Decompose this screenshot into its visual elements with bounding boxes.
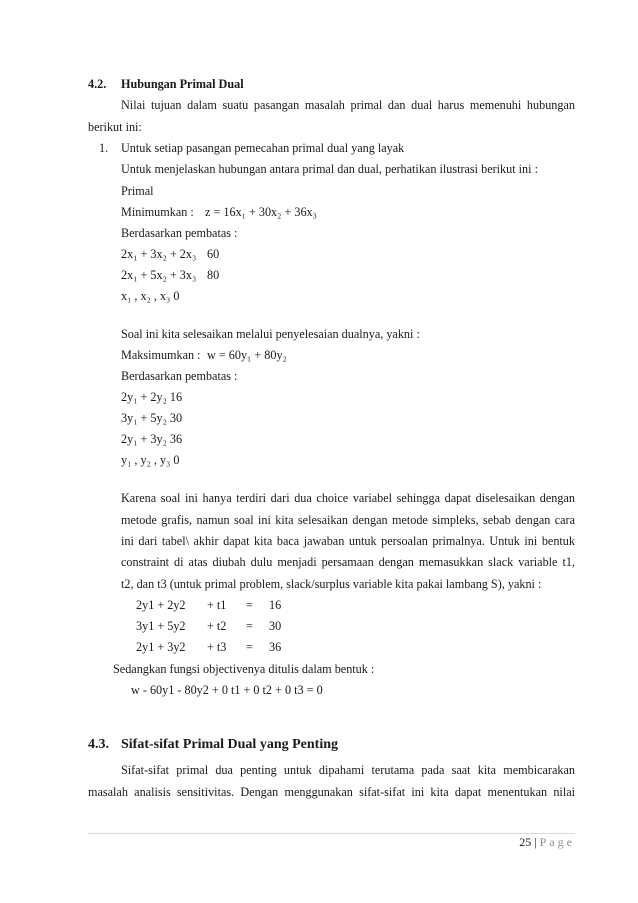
- paragraph-line: Karena soal ini hanya terdiri dari dua choice variabel sehingga dapat diselesaikan dengan: [121, 491, 575, 505]
- paragraph-line: t2, dan t3 (untuk primal problem, slack/surplus variable kita pakai lambang S), yakni :: [121, 577, 542, 591]
- equation-rhs: 16: [269, 598, 282, 612]
- primal-constraint-lhs: 2x₁ + 5x₂ + 3x₃: [121, 268, 197, 282]
- objective-intro: Sedangkan fungsi objectivenya ditulis dalam bentuk :: [113, 662, 375, 676]
- equation-slack: + t3: [207, 640, 227, 654]
- paragraph-line: metode grafis, namun soal ini kita selesaikan dengan metode simpleks, sebab dengan cara: [121, 513, 575, 527]
- equation-lhs: 3y1 + 5y2: [136, 619, 186, 633]
- dual-constraint: 3y₁ + 5y₂ 30: [121, 411, 183, 425]
- dual-nonnegativity: y₁ , y₂ , y₃ 0: [121, 453, 180, 467]
- paragraph-line: constraint di atas diubah dulu menjadi persamaan dengan memasukkan slack variable t1,: [121, 555, 575, 569]
- primal-nonnegativity: x₁ , x₂ , x₃ 0: [121, 289, 180, 303]
- primal-constraint-rhs: 60: [207, 247, 220, 261]
- section-number: 4.2.: [88, 77, 107, 91]
- primal-label: Primal: [121, 184, 154, 198]
- section-43-line: masalah analisis sensitivitas. Dengan menggunakan sifat-sifat ini kita dapat menentukan nilai: [88, 785, 575, 799]
- objective-equation: w - 60y1 - 80y2 + 0 t1 + 0 t2 + 0 t3 = 0: [131, 683, 323, 697]
- equation-equals: =: [246, 640, 253, 654]
- minimize-label: Minimumkan :: [121, 205, 194, 219]
- illustration-text: Untuk menjelaskan hubungan antara primal dan dual, perhatikan ilustrasi berikut ini :: [121, 162, 538, 176]
- footer-separator: |: [534, 835, 537, 849]
- paragraph-line: ini dari tabel\ akhir dapat kita baca jawaban untuk persoalan primalnya. Untuk ini bentuk: [121, 534, 575, 548]
- equation-slack: + t1: [207, 598, 227, 612]
- equation-rhs: 30: [269, 619, 282, 633]
- page-number: 25: [519, 835, 532, 849]
- equation-equals: =: [246, 619, 253, 633]
- primal-constraint-rhs: 80: [207, 268, 220, 282]
- dual-intro: Soal ini kita selesaikan melalui penyelesaian dualnya, yakni :: [121, 327, 420, 341]
- section-title: Sifat-sifat Primal Dual yang Penting: [121, 737, 338, 752]
- equation-lhs: 2y1 + 2y2: [136, 598, 186, 612]
- section-43-line: Sifat-sifat primal dua penting untuk dipahami terutama pada saat kita membicarakan: [121, 763, 575, 777]
- minimize-expression: z = 16x₁ + 30x₂ + 36x₃: [205, 205, 317, 219]
- equation-rhs: 36: [269, 640, 282, 654]
- intro-line: berikut ini:: [88, 120, 142, 134]
- dual-constraint: 2y₁ + 3y₂ 36: [121, 432, 183, 446]
- list-item-title: Untuk setiap pasangan pemecahan primal dual yang layak: [121, 141, 405, 155]
- section-title: Hubungan Primal Dual: [121, 77, 244, 91]
- dual-constraint: 2y₁ + 2y₂ 16: [121, 390, 183, 404]
- intro-line: Nilai tujuan dalam suatu pasangan masalah primal dan dual harus memenuhi hubungan: [121, 98, 575, 112]
- section-number: 4.3.: [88, 737, 109, 752]
- page-word: Page: [539, 835, 575, 849]
- equation-equals: =: [246, 598, 253, 612]
- page-footer: [500, 834, 575, 850]
- primal-constraint-lhs: 2x₁ + 3x₂ + 2x₃: [121, 247, 197, 261]
- list-number: 1.: [99, 141, 109, 155]
- constraints-label: Berdasarkan pembatas :: [121, 226, 238, 240]
- constraints-label: Berdasarkan pembatas :: [121, 369, 238, 383]
- maximize-expression: w = 60y₁ + 80y₂: [207, 348, 287, 362]
- equation-lhs: 2y1 + 3y2: [136, 640, 186, 654]
- equation-slack: + t2: [207, 619, 227, 633]
- maximize-label: Maksimumkan :: [121, 348, 201, 362]
